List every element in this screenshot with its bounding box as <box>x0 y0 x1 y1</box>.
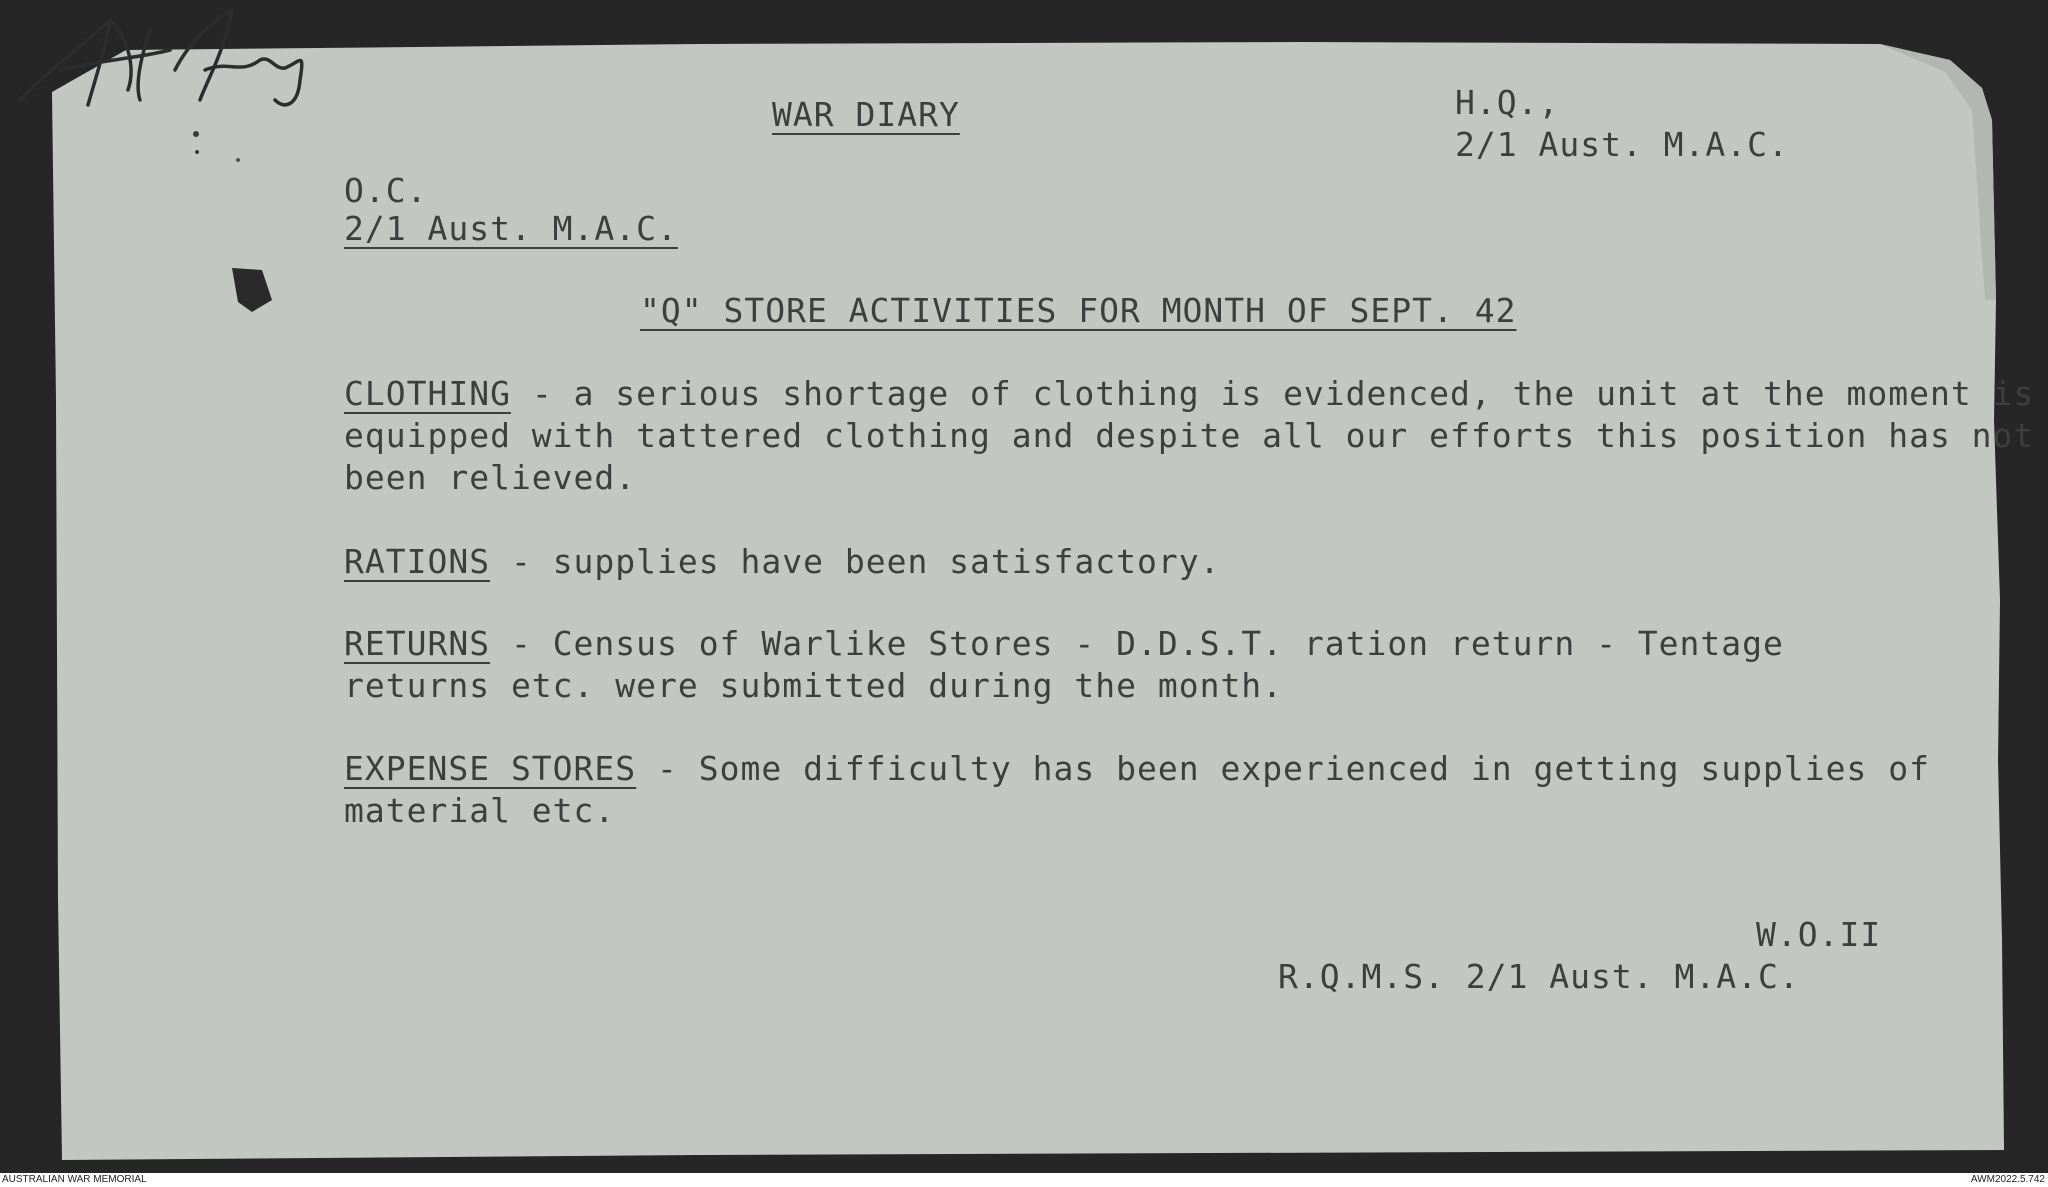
handwritten-signature <box>0 0 360 120</box>
section-returns <box>344 623 1944 707</box>
signature-rank: W.O.II <box>1756 915 1882 954</box>
footer-institution: AUSTRALIAN WAR MEMORIAL <box>2 1174 147 1185</box>
paper-speck <box>236 158 240 162</box>
section-heading: RETURNS <box>344 624 491 663</box>
section-clothing <box>344 373 2048 499</box>
signature-position: R.Q.M.S. 2/1 Aust. M.A.C. <box>1278 957 1800 996</box>
footer-accession-number: AWM2022.5.742 <box>1970 1174 2045 1185</box>
section-text: - a serious shortage of clothing is evidenced, the unit at the moment is equipped with tattered clothing and despite all our efforts this position has not been relieved. <box>344 374 2035 497</box>
addressee-line-2: 2/1 Aust. M.A.C. <box>344 209 678 248</box>
document-title: WAR DIARY <box>772 95 960 134</box>
addressee-line-1: O.C. <box>344 171 428 210</box>
section-heading: RATIONS <box>344 542 491 581</box>
section-heading: EXPENSE STORES <box>344 749 637 788</box>
section-text: - supplies have been satisfactory. <box>510 542 1221 581</box>
section-heading: CLOTHING <box>344 374 511 413</box>
subject-heading: "Q" STORE ACTIVITIES FOR MONTH OF SEPT. 42 <box>640 291 1517 330</box>
section-text: - Some difficulty has been experienced in getting supplies of material etc. <box>344 749 1930 830</box>
paper-speck <box>195 150 199 154</box>
sender-line-1: H.Q., <box>1455 83 1560 122</box>
archive-footer <box>0 1173 2048 1187</box>
section-text: - Census of Warlike Stores - D.D.S.T. ration return - Tentage returns etc. were submitted during the month. <box>344 624 1784 705</box>
section-rations <box>344 541 2048 583</box>
paper-speck <box>193 131 199 137</box>
section-expense-stores <box>344 748 2004 832</box>
sender-line-2: 2/1 Aust. M.A.C. <box>1455 125 1789 164</box>
